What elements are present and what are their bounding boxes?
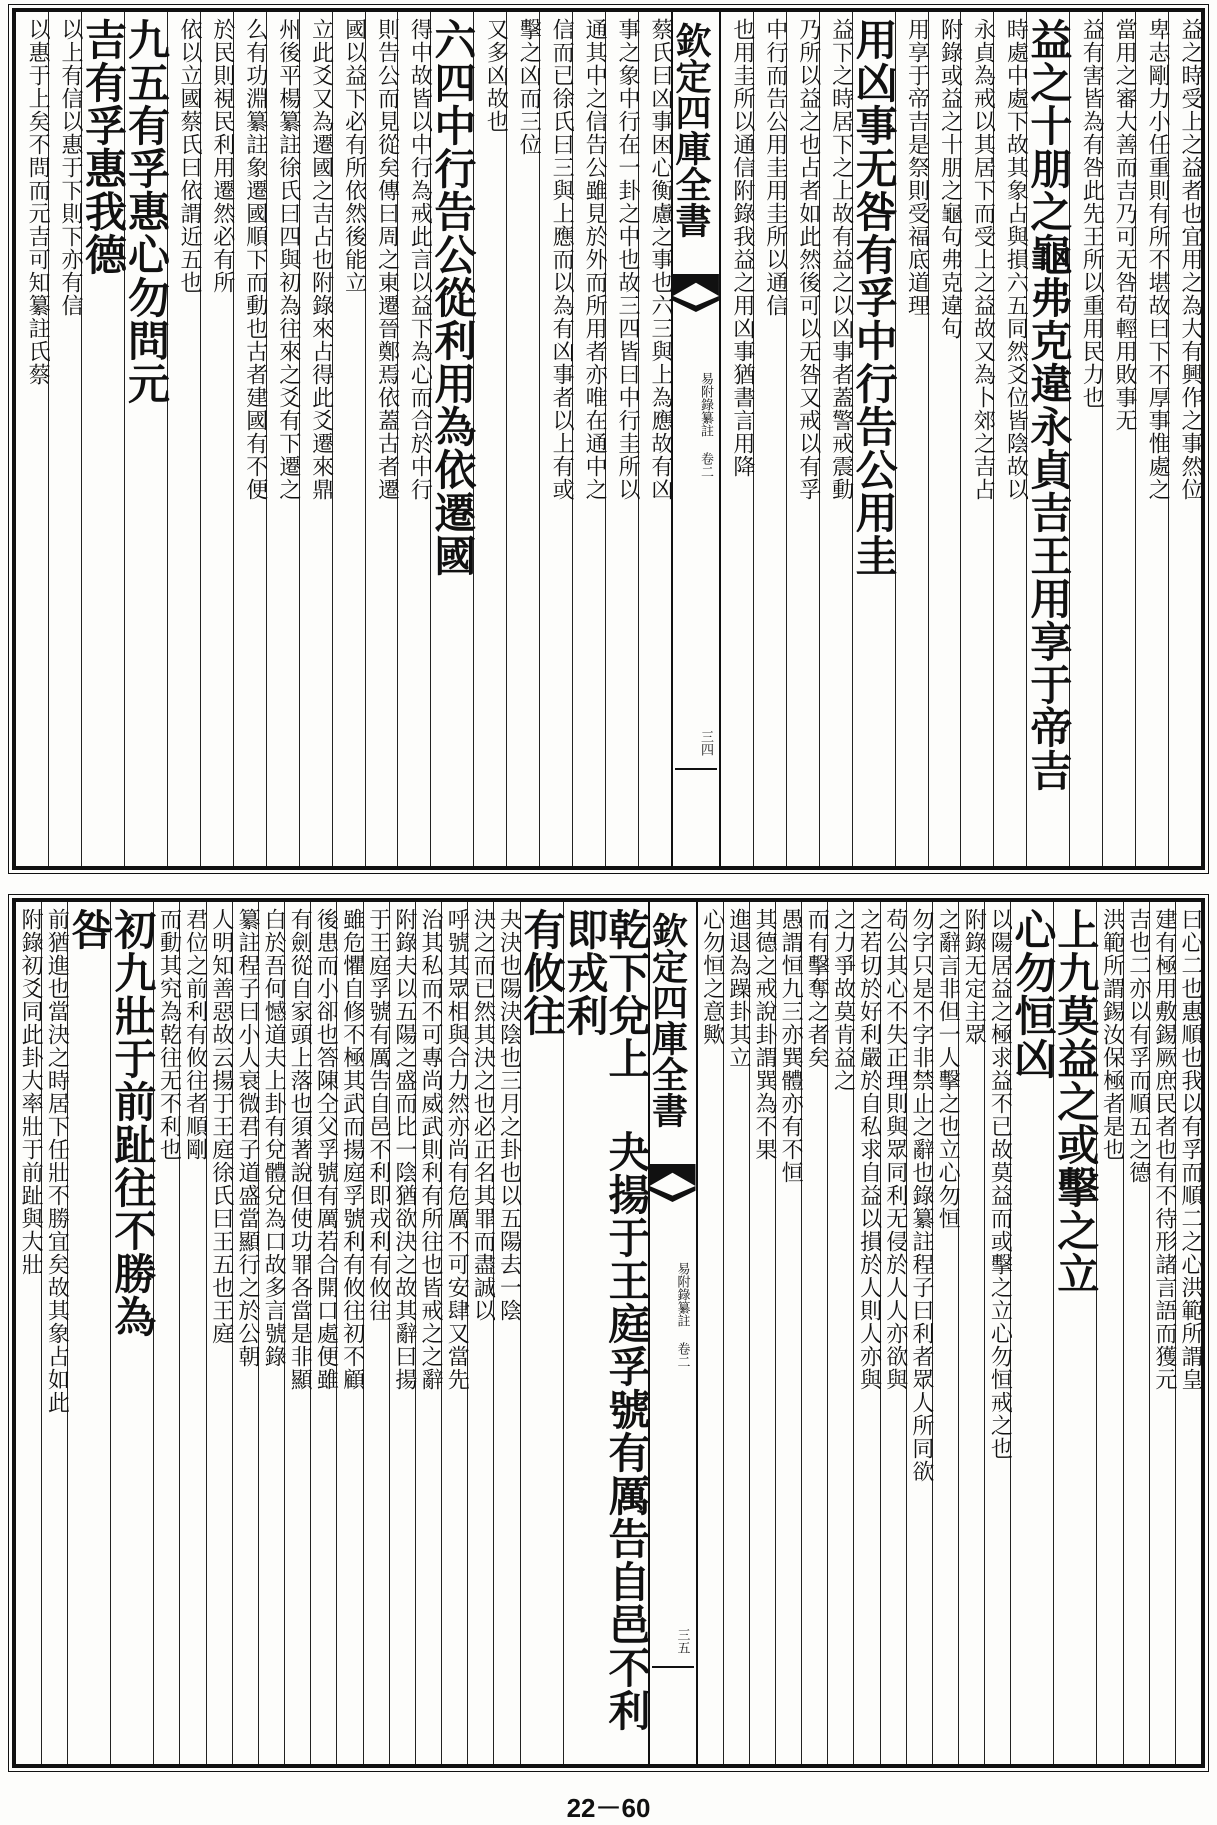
text-column	[827, 902, 856, 1764]
commentary-text: 白於吾何憾道夫上卦有兌體兌為口故多言號錄	[261, 908, 287, 1368]
commentary-text: 以惠于上矣不問而元吉可知纂註氏蔡	[25, 18, 51, 386]
text-column	[200, 12, 233, 866]
text-column	[284, 902, 313, 1764]
text-column	[108, 902, 158, 1764]
commentary-text: 附錄无定主眾	[961, 908, 987, 1046]
lower-columns	[16, 902, 1201, 1764]
commentary-text: 前猶進也當決之時居下任壯不勝宜矣故其象占如此	[44, 908, 70, 1414]
commentary-text: 信而已徐氏曰三與上應而以為有凶事者以上有或	[549, 18, 575, 501]
banner-divider	[652, 1666, 694, 1668]
commentary-text: 附錄初爻同此卦大率壯于前趾與大壯	[18, 908, 44, 1276]
upper-columns	[16, 12, 1201, 866]
text-column	[48, 12, 84, 866]
text-column	[179, 902, 208, 1764]
text-column	[1175, 902, 1201, 1764]
text-column	[206, 902, 232, 1764]
text-column	[605, 12, 641, 866]
banner-subtitle: 易附錄纂註 卷二	[697, 372, 713, 478]
text-column	[993, 12, 1029, 866]
commentary-text: 通其中之信告公雖見於外而所用者亦唯在通中之	[582, 18, 608, 501]
commentary-text: 得中故皆以中行為戒此言以益下為心而合於中行	[407, 18, 433, 501]
text-column	[441, 902, 470, 1764]
commentary-text: 用享于帝吉是祭則受福底道理	[904, 18, 930, 317]
text-column	[493, 902, 522, 1764]
commentary-text: 之若切於好利嚴於自私求自益以損於人則人亦與	[856, 908, 882, 1391]
commentary-text: 益有害皆為有咎此先王所以重用民力也	[1079, 18, 1105, 409]
commentary-text: 中行而告公用圭用圭所以通信	[762, 18, 788, 317]
commentary-text: 擊之凶而三位	[516, 18, 542, 156]
commentary-text: 于王庭孚號有厲告自邑不利即戎利有攸往	[365, 908, 391, 1322]
text-column	[332, 12, 365, 866]
text-column	[506, 12, 542, 866]
commentary-text: 又多凶故也	[483, 18, 509, 133]
text-column	[365, 12, 398, 866]
text-column	[1123, 902, 1149, 1764]
main-text: 吉有孚惠我德	[79, 18, 129, 276]
text-column	[467, 902, 496, 1764]
text-column	[363, 902, 389, 1764]
commentary-text: 於民則視民利用遷然必有所	[209, 18, 235, 294]
text-column	[1024, 12, 1074, 866]
text-column	[1096, 902, 1125, 1764]
banner-divider	[675, 768, 717, 770]
text-column	[41, 902, 70, 1764]
commentary-text: 建有極用敷錫厥庶民者也有不待形諸言語而獲元	[1151, 908, 1177, 1391]
main-text: 九五有孚惠心勿問元	[122, 18, 172, 405]
commentary-text: 有劍從自家頭上落也須著說但使功罪各當是非顯	[287, 908, 313, 1391]
text-column	[698, 902, 723, 1764]
commentary-text: 曰心二也惠順也我以有孚而順二之心洪範所謂皇	[1178, 908, 1203, 1391]
commentary-text: 立此爻又為遷國之吉占也附錄來占得此爻遷來鼎	[308, 18, 334, 501]
text-column	[79, 12, 129, 866]
main-text: 用凶事无咎有孚中行告公用圭	[849, 18, 899, 577]
commentary-text: 益下之時居下之上故有益之以凶事者蓋警戒震動	[828, 18, 854, 501]
main-text: 六四中行告公從利用為依遷國	[428, 18, 478, 577]
main-text: 初九壯于前趾往不勝為	[108, 908, 158, 1338]
text-column	[1051, 902, 1101, 1764]
text-column	[984, 902, 1013, 1764]
text-column	[299, 12, 332, 866]
text-column	[232, 902, 258, 1764]
commentary-text: 卑志剛力小任重則有所不堪故曰下不厚事惟處之	[1145, 18, 1171, 501]
text-column	[428, 12, 478, 866]
text-column	[786, 12, 819, 866]
commentary-text: 雖危懼自修不極其武而揚庭孚號利有攸往初不顧	[339, 908, 365, 1391]
text-column	[16, 902, 44, 1764]
commentary-text: 以陽居益之極求益不已故莫益而或擊之立心勿恒戒之也	[987, 908, 1013, 1460]
footer-page-number: 22－60	[566, 1793, 651, 1823]
commentary-text: 進退為躁卦其立	[725, 908, 751, 1069]
text-column	[849, 12, 899, 866]
text-column	[958, 902, 987, 1764]
commentary-text: 君位之前利有攸往者順剛	[182, 908, 208, 1161]
text-column	[1168, 12, 1201, 866]
commentary-text: 么有功淵纂註象遷國順下而動也古者建國有不便	[242, 18, 268, 501]
text-column	[415, 902, 444, 1764]
text-column	[1102, 12, 1138, 866]
text-column	[560, 902, 652, 1764]
text-column	[572, 12, 608, 866]
banner-title: 欽定四庫全書	[669, 22, 712, 238]
text-column	[749, 902, 775, 1764]
text-column	[928, 12, 961, 866]
upper-banner	[671, 12, 721, 866]
commentary-text: 愚謂恒九三亦巽體亦有不恒	[778, 908, 804, 1184]
text-column	[723, 902, 749, 1764]
commentary-text: 州後平楊纂註徐氏曰四與初為往來之爻有下遷之	[275, 18, 301, 501]
commentary-text: 益之時受上之益者也宜用之為大有興作之事然位	[1178, 18, 1203, 501]
commentary-text: 洪範所謂錫汝保極者是也	[1099, 908, 1125, 1161]
text-column	[258, 902, 287, 1764]
commentary-text: 夬決也陽決陰也三月之卦也以五陽去一陰	[496, 908, 522, 1322]
fish-tail-mark	[673, 274, 719, 296]
commentary-text: 決之而已然其決之也必正名其罪而盡誠以	[470, 908, 496, 1322]
text-column	[775, 902, 804, 1764]
commentary-text: 則告公而見從矣傳曰周之東遷晉鄭焉依蓋古者遷	[374, 18, 400, 501]
commentary-text: 附錄或益之十朋之龜句弗克違句	[937, 18, 963, 340]
commentary-text: 纂註程子曰小人衰微君子道盛當顯行之於公朝	[234, 908, 260, 1368]
text-column	[932, 902, 961, 1764]
banner-subtitle: 易附錄纂註 卷二	[674, 1262, 690, 1368]
lower-banner	[648, 902, 698, 1764]
commentary-text: 依以立國蔡氏曰依謂近五也	[176, 18, 202, 294]
text-column	[517, 902, 567, 1764]
text-column	[853, 902, 882, 1764]
commentary-text: 永貞為戒以其居下而受上之益故又為卜郊之吉占	[970, 18, 996, 501]
commentary-text: 而動其究為乾往无不利也	[156, 908, 182, 1161]
text-column	[397, 12, 433, 866]
main-text: 咎	[65, 908, 115, 951]
commentary-text: 附錄夫以五陽之盛而比一陰猶欲決之故其辭曰揚	[391, 908, 417, 1391]
commentary-text: 苟公其心不失正理則與眾同利无侵於人人亦欲與	[882, 908, 908, 1391]
fish-tail-mark-lower	[673, 296, 719, 312]
banner-page: 三五	[674, 1628, 690, 1654]
commentary-text: 呼號其眾相與合力然亦尚有危厲不可安肆又當先	[444, 908, 470, 1391]
text-column	[1069, 12, 1105, 866]
text-column	[122, 12, 172, 866]
text-column	[65, 902, 115, 1764]
text-column	[1008, 902, 1058, 1764]
commentary-text: 蔡氏曰凶事困心衡慮之事也六三與上為應故有凶	[647, 18, 673, 501]
text-column	[638, 12, 671, 866]
commentary-text: 乃所以益之也占者如此然後可以无咎又戒以有孚	[795, 18, 821, 501]
text-column	[473, 12, 509, 866]
text-column	[801, 902, 830, 1764]
banner-title: 欽定四庫全書	[646, 912, 689, 1128]
text-column	[906, 902, 932, 1764]
text-column	[310, 902, 339, 1764]
commentary-text: 時處中處下故其象占與損六五同然爻位皆陰故以	[1003, 18, 1029, 501]
commentary-text: 而有擊奪之者矣	[804, 908, 830, 1069]
text-column	[880, 902, 906, 1764]
main-text: 上九莫益之或擊之立	[1051, 908, 1101, 1295]
text-column	[960, 12, 996, 866]
main-text: 益之十朋之龜弗克違永貞吉王用享于帝吉	[1024, 18, 1074, 792]
main-text: 心勿恒凶	[1008, 908, 1058, 1080]
commentary-text: 人明知善惡故云揚于王庭徐氏曰王五也王庭	[208, 908, 234, 1345]
text-column	[819, 12, 852, 866]
banner-page: 三四	[697, 730, 713, 756]
text-column	[721, 12, 753, 866]
text-column	[336, 902, 365, 1764]
fish-tail-mark-lower	[650, 1186, 696, 1202]
commentary-text: 事之象中行在一卦之中也故三四皆曰中行圭所以	[615, 18, 641, 501]
commentary-text: 之力爭故莫肯益之	[830, 908, 856, 1092]
text-column	[895, 12, 928, 866]
lower-page	[12, 898, 1205, 1768]
text-column	[16, 12, 51, 866]
fish-tail-mark	[650, 1164, 696, 1186]
commentary-text: 國以益下必有所依然後能立	[341, 18, 367, 294]
text-column	[389, 902, 415, 1764]
commentary-text: 後患而小卻也答陳仝父孚號有厲若合開口處便雖	[313, 908, 339, 1391]
text-column	[1149, 902, 1175, 1764]
main-text: 有攸往	[517, 908, 567, 1037]
text-column	[233, 12, 266, 866]
text-column	[167, 12, 200, 866]
text-column	[1135, 12, 1171, 866]
text-column	[539, 12, 575, 866]
commentary-text: 之辭言非但一人擊之也立心勿恒	[935, 908, 961, 1230]
text-column	[153, 902, 182, 1764]
commentary-text: 吉也二亦以有孚而順五之德	[1125, 908, 1151, 1184]
text-column	[266, 12, 299, 866]
commentary-text: 其德之戒說卦謂巽為不果	[751, 908, 777, 1161]
commentary-text: 治其私而不可專尚威武則利有所往也皆戒之之辭	[418, 908, 444, 1391]
commentary-text: 當用之審大善而吉乃可无咎苟輕用敗事无	[1112, 18, 1138, 432]
commentary-text: 也用圭所以通信附錄我益之用凶事猶書言用降	[729, 18, 755, 478]
text-column	[753, 12, 786, 866]
main-text: 乾下兌上 夬揚于王庭孚號有厲告自邑不利即戎利	[560, 908, 652, 1732]
upper-page	[12, 8, 1205, 870]
commentary-text: 心勿恒之意歟	[699, 908, 725, 1046]
commentary-text: 以上有信以惠于下則下亦有信	[58, 18, 84, 317]
commentary-text: 勿字只是不字非禁止之辭也錄纂註程子曰利者眾人所同欲	[908, 908, 934, 1483]
